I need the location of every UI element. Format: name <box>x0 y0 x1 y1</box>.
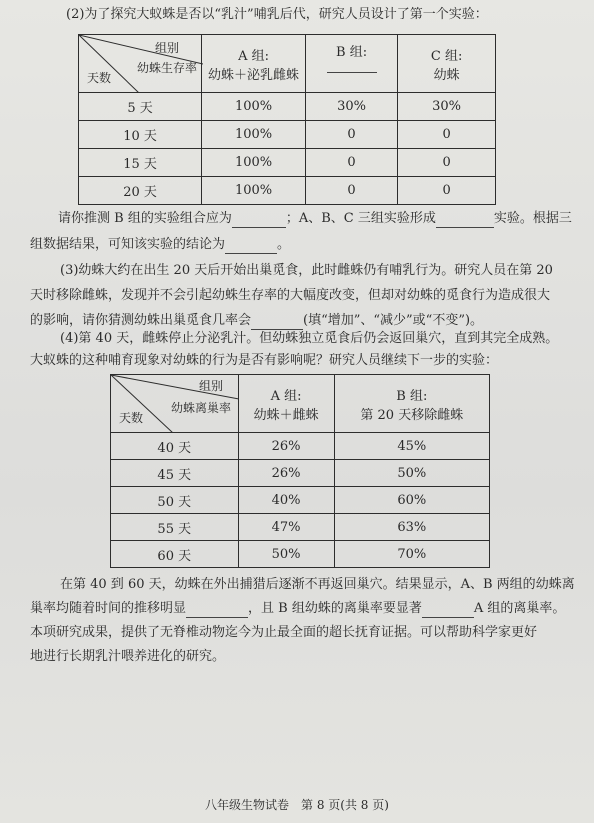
conclusion-text-b: ，且 B 组幼蛛的离巢率要显著 <box>248 601 422 616</box>
q3-text-b: (填“增加”、“减少”或“不变”)。 <box>303 313 484 328</box>
q2-text-b: ；A、B、C 三组实验形成 <box>285 211 436 226</box>
table-row <box>111 541 490 568</box>
conclusion-line-3: 本项研究成果，提供了无脊椎动物迄今为止最全面的超长抚育证据。可以帮助科学家更好 <box>30 625 538 640</box>
table1-corner-group: 组别 <box>155 41 180 55</box>
table2-header-b-label: B 组: <box>396 388 428 404</box>
table1-header-a-label: A 组: <box>238 48 269 64</box>
table1-b-cell: 0 <box>305 149 397 177</box>
table2-day-cell: 40 天 <box>111 433 239 460</box>
conclusion-line-1: 在第 40 到 60 天，幼蛛在外出捕猎后逐渐不再返回巢穴。结果显示，A、B 两组的幼蛛离 <box>60 577 575 592</box>
table-row <box>79 121 496 149</box>
table2-day-cell: 50 天 <box>111 487 239 514</box>
table2-a-cell: 47% <box>238 514 334 541</box>
table2-b-cell: 60% <box>334 487 489 514</box>
table2-a-cell: 40% <box>238 487 334 514</box>
table1-c-cell: 0 <box>398 121 496 149</box>
table-row <box>111 460 490 487</box>
table2-header-a <box>238 375 334 433</box>
table1-b-cell: 0 <box>305 177 397 205</box>
table2-day-cell: 60 天 <box>111 541 239 568</box>
conclusion-line-4: 地进行长期乳汁喂养进化的研究。 <box>30 649 226 664</box>
experiment-2-table <box>110 374 490 568</box>
table1-a-cell: 100% <box>202 149 306 177</box>
page-footer: 八年级生物试卷 第 8 页(共 8 页) <box>205 798 389 812</box>
table1-header-c <box>398 35 496 93</box>
table1-day-cell: 5 天 <box>79 93 202 121</box>
table2-corner-group: 组别 <box>199 379 224 393</box>
table-row <box>79 149 496 177</box>
question-3-line-1: (3)幼蛛大约在出生 20 天后开始出巢觅食，此时雌蛛仍有哺乳行为。研究人员在第 20 <box>60 263 553 278</box>
table1-a-cell: 100% <box>202 177 306 205</box>
question-3-line-3 <box>30 312 568 330</box>
table2-b-cell: 70% <box>334 541 489 568</box>
answer-blank-conclusion[interactable] <box>225 253 277 254</box>
table2-header-b-sub: 第 20 天移除雌蛛 <box>360 407 464 423</box>
table1-c-cell: 30% <box>398 93 496 121</box>
table1-header-a <box>202 35 306 93</box>
table2-corner-metric: 幼蛛离巢率 <box>171 401 232 415</box>
question-3-line-2: 天时移除雌蛛，发现并不会引起幼蛛生存率的大幅度改变，但却对幼蛛的觅食行为造成很大 <box>30 288 551 303</box>
q2-text-d: 组数据结果，可知该实验的结论为 <box>30 237 226 252</box>
table1-header-c-sub: 幼蛛 <box>433 67 460 83</box>
table1-day-cell: 10 天 <box>79 121 202 149</box>
table1-a-cell: 100% <box>202 121 306 149</box>
question-2-intro: (2)为了探究大蚁蛛是否以“乳汁”哺乳后代，研究人员设计了第一个实验： <box>66 7 488 22</box>
table1-a-cell: 100% <box>202 93 306 121</box>
table-row <box>111 433 490 460</box>
table2-corner-time: 天数 <box>119 411 144 425</box>
table2-b-cell: 63% <box>334 514 489 541</box>
question-4-line-1: (4)第 40 天，雌蛛停止分泌乳汁。但幼蛛独立觅食后仍会返回巢穴，直到其完全成熟。 <box>60 331 559 346</box>
table1-c-cell: 0 <box>398 149 496 177</box>
table-row <box>79 93 496 121</box>
table2-header-a-sub: 幼蛛＋雌蛛 <box>253 407 319 423</box>
q2-text-a: 请你推测 B 组的实验组合应为 <box>58 211 232 226</box>
answer-blank-experiment-type[interactable] <box>436 227 494 228</box>
q2-text-e: 。 <box>277 237 291 252</box>
table1-corner-time: 天数 <box>87 71 112 85</box>
table-row <box>111 487 490 514</box>
table2-b-cell: 45% <box>334 433 489 460</box>
q2-text-c: 实验。根据三 <box>493 211 572 226</box>
answer-blank-trend[interactable] <box>186 617 248 618</box>
table1-header-b-blank <box>327 72 377 73</box>
table1-header-b <box>305 35 397 93</box>
table1-b-cell: 30% <box>305 93 397 121</box>
table1-header-b-label: B 组: <box>336 45 368 60</box>
table2-a-cell: 26% <box>238 433 334 460</box>
table2-day-cell: 45 天 <box>111 460 239 487</box>
table-row <box>79 177 496 205</box>
question-4-line-2: 大蚁蛛的这种哺育现象对幼蛛的行为是否有影响呢？研究人员继续下一步的实验： <box>30 353 499 368</box>
table2-a-cell: 50% <box>238 541 334 568</box>
question-2-answer-line-2 <box>30 236 568 254</box>
table1-day-cell: 15 天 <box>79 149 202 177</box>
conclusion-text-c: A 组的离巢率。 <box>473 601 566 616</box>
table1-header-c-label: C 组: <box>430 48 463 64</box>
conclusion-text-a: 巢率均随着时间的推移明显 <box>30 601 187 616</box>
table2-a-cell: 26% <box>238 460 334 487</box>
table2-header-b <box>334 375 489 433</box>
conclusion-line-2 <box>30 600 568 618</box>
table1-day-cell: 20 天 <box>79 177 202 205</box>
table1-header-a-sub: 幼蛛＋泌乳雌蛛 <box>208 67 300 83</box>
question-2-answer-line-1 <box>58 210 572 228</box>
answer-blank-comparison[interactable] <box>422 617 474 618</box>
table2-header-a-label: A 组: <box>270 388 302 404</box>
table1-c-cell: 0 <box>398 177 496 205</box>
table2-b-cell: 50% <box>334 460 489 487</box>
table1-corner-metric: 幼蛛生存率 <box>137 61 198 75</box>
table1-b-cell: 0 <box>305 121 397 149</box>
experiment-1-table <box>78 34 496 205</box>
table2-day-cell: 55 天 <box>111 514 239 541</box>
q3-text-a: 的影响，请你猜测幼蛛出巢觅食几率会 <box>30 313 252 328</box>
table1-corner-cell <box>79 35 202 93</box>
table2-corner-cell <box>111 375 239 433</box>
table-row <box>111 514 490 541</box>
answer-blank-b-group[interactable] <box>232 227 286 228</box>
